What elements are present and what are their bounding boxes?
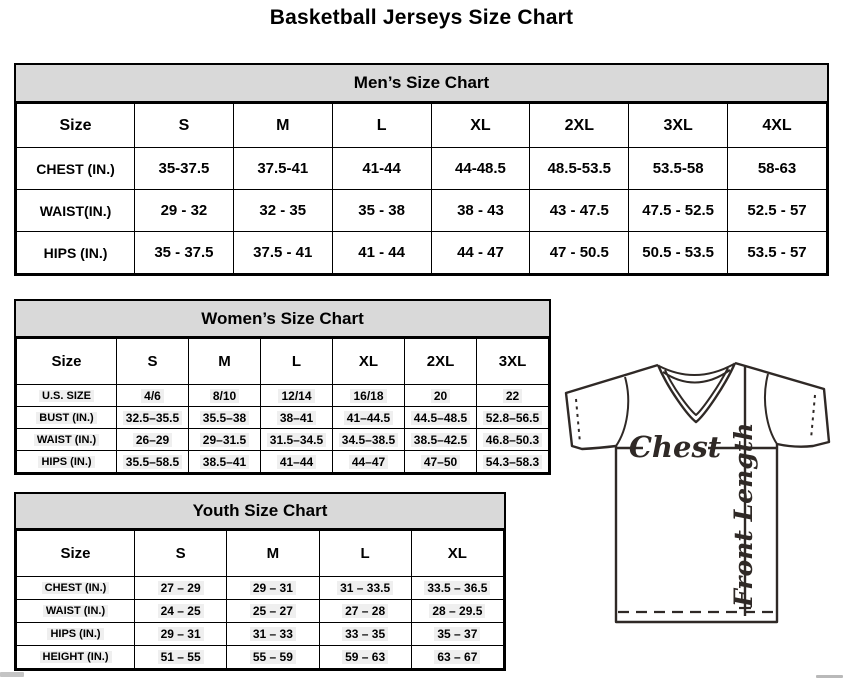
row-label-text: CHEST (IN.) bbox=[36, 160, 115, 177]
cell-value: 38 - 43 bbox=[457, 202, 504, 219]
table-cell bbox=[319, 600, 411, 623]
cell-value: 38.5–42.5 bbox=[411, 433, 470, 447]
mens-size-chart bbox=[14, 63, 829, 276]
row-label-text: HIPS (IN.) bbox=[43, 244, 108, 261]
table-cell bbox=[319, 577, 411, 600]
table-cell bbox=[411, 623, 503, 646]
table-cell bbox=[431, 190, 530, 232]
table-cell bbox=[227, 577, 319, 600]
table-row bbox=[17, 385, 549, 407]
table-cell bbox=[117, 451, 189, 473]
table-cell bbox=[135, 148, 234, 190]
cell-value: 29–31.5 bbox=[200, 433, 249, 447]
cell-value: 31.5–34.5 bbox=[267, 433, 326, 447]
cell-value: 32.5–35.5 bbox=[123, 411, 182, 425]
table-cell bbox=[431, 232, 530, 274]
table-cell bbox=[411, 646, 503, 669]
column-header-label: L bbox=[291, 353, 302, 370]
table-cell bbox=[233, 190, 332, 232]
cell-value: 35 - 37.5 bbox=[154, 244, 214, 261]
table-row bbox=[17, 646, 504, 669]
womens-chart-header: Women’s Size Chart bbox=[16, 301, 549, 338]
cell-value: 47 - 50.5 bbox=[549, 244, 609, 261]
table-cell bbox=[333, 407, 405, 429]
column-header bbox=[17, 339, 117, 385]
table-cell bbox=[530, 190, 629, 232]
cell-value: 41–44 bbox=[277, 455, 316, 469]
table-cell bbox=[189, 407, 261, 429]
column-header bbox=[477, 339, 549, 385]
table-cell bbox=[411, 600, 503, 623]
table-cell bbox=[728, 148, 827, 190]
table-cell bbox=[629, 232, 728, 274]
cell-value: 29 - 32 bbox=[160, 202, 208, 219]
jersey-right-armhole-seam bbox=[765, 374, 777, 444]
cell-value: 50.5 - 53.5 bbox=[642, 244, 714, 261]
chest-label: Chest bbox=[628, 430, 722, 464]
cell-value: 34.5–38.5 bbox=[339, 433, 398, 447]
cell-value: 52.5 - 57 bbox=[747, 202, 807, 219]
cell-value: 24 – 25 bbox=[158, 604, 204, 618]
column-header bbox=[629, 104, 728, 148]
table-cell bbox=[189, 385, 261, 407]
cell-value: 63 – 67 bbox=[434, 650, 480, 664]
cell-value: 27 – 28 bbox=[342, 604, 388, 618]
table-cell bbox=[261, 451, 333, 473]
table-cell bbox=[477, 407, 549, 429]
row-label bbox=[17, 429, 117, 451]
column-header-label: 3XL bbox=[498, 353, 527, 370]
table-cell bbox=[261, 385, 333, 407]
table-row bbox=[17, 190, 827, 232]
table-cell bbox=[728, 190, 827, 232]
cell-value: 33.5 – 36.5 bbox=[424, 581, 490, 595]
cell-value: 53.5-58 bbox=[652, 160, 704, 177]
youth-size-chart bbox=[14, 492, 506, 671]
cell-value: 54.3–58.3 bbox=[483, 455, 542, 469]
cell-value: 4/6 bbox=[141, 389, 164, 403]
table-row bbox=[17, 148, 827, 190]
table-cell bbox=[189, 429, 261, 451]
cell-value: 31 – 33.5 bbox=[337, 581, 393, 595]
table-row bbox=[17, 232, 827, 274]
table-cell bbox=[477, 451, 549, 473]
cell-value: 38.5–41 bbox=[200, 455, 249, 469]
column-header-label: XL bbox=[358, 353, 379, 370]
table-cell bbox=[411, 577, 503, 600]
table-cell bbox=[227, 623, 319, 646]
cell-value: 16/18 bbox=[350, 389, 386, 403]
table-cell bbox=[135, 600, 227, 623]
womens-size-chart bbox=[14, 299, 551, 475]
column-header bbox=[332, 104, 431, 148]
cell-value: 27 – 29 bbox=[158, 581, 204, 595]
cell-value: 58-63 bbox=[757, 160, 797, 177]
table-row bbox=[17, 451, 549, 473]
row-label bbox=[17, 577, 135, 600]
cell-value: 35 – 37 bbox=[434, 627, 480, 641]
mens-size-table bbox=[16, 103, 827, 274]
jersey-left-cuff-dashed-line bbox=[576, 399, 580, 443]
row-label-text: WAIST (IN.) bbox=[34, 434, 99, 446]
column-header-label: 2XL bbox=[426, 353, 455, 370]
cell-value: 37.5 - 41 bbox=[253, 244, 313, 261]
table-cell bbox=[333, 385, 405, 407]
table-cell bbox=[405, 429, 477, 451]
column-header-label: XL bbox=[447, 545, 467, 562]
jersey-left-armhole-seam bbox=[616, 377, 628, 446]
mens-chart-header: Men’s Size Chart bbox=[16, 65, 827, 103]
table-cell bbox=[189, 451, 261, 473]
column-header-label: S bbox=[175, 545, 186, 562]
table-cell bbox=[728, 232, 827, 274]
cell-value: 44–47 bbox=[349, 455, 388, 469]
row-label bbox=[17, 600, 135, 623]
table-row bbox=[17, 623, 504, 646]
column-header bbox=[17, 104, 135, 148]
table-row bbox=[17, 407, 549, 429]
column-header bbox=[135, 104, 234, 148]
column-header-label: L bbox=[360, 545, 370, 562]
table-cell bbox=[477, 429, 549, 451]
cell-value: 31 – 33 bbox=[250, 627, 296, 641]
cell-value: 48.5-53.5 bbox=[547, 160, 611, 177]
table-cell bbox=[135, 646, 227, 669]
youth-size-table bbox=[16, 530, 504, 669]
cell-value: 52.8–56.5 bbox=[483, 411, 542, 425]
table-row bbox=[17, 600, 504, 623]
cell-value: 35.5–58.5 bbox=[123, 455, 182, 469]
table-cell bbox=[333, 451, 405, 473]
table-cell bbox=[233, 232, 332, 274]
row-label bbox=[17, 407, 117, 429]
row-label-text: WAIST(IN.) bbox=[39, 202, 112, 219]
column-header bbox=[117, 339, 189, 385]
cell-value: 59 – 63 bbox=[342, 650, 388, 664]
cell-value: 35.5–38 bbox=[200, 411, 249, 425]
row-label bbox=[17, 451, 117, 473]
cell-value: 53.5 - 57 bbox=[747, 244, 807, 261]
column-header bbox=[233, 104, 332, 148]
jersey-back-neck-arc-outer bbox=[659, 364, 734, 375]
cell-value: 29 – 31 bbox=[158, 627, 204, 641]
cell-value: 44 - 47 bbox=[457, 244, 504, 261]
cell-value: 20 bbox=[431, 389, 450, 403]
row-label-text: WAIST (IN.) bbox=[43, 605, 108, 617]
page-title: Basketball Jerseys Size Chart bbox=[269, 6, 574, 29]
row-label-text: CHEST (IN.) bbox=[42, 582, 110, 594]
table-cell bbox=[477, 385, 549, 407]
cell-value: 29 – 31 bbox=[250, 581, 296, 595]
column-header bbox=[411, 531, 503, 577]
row-label-text: U.S. SIZE bbox=[39, 390, 94, 402]
row-label bbox=[17, 623, 135, 646]
cell-value: 32 - 35 bbox=[259, 202, 307, 219]
table-cell bbox=[227, 600, 319, 623]
column-header bbox=[319, 531, 411, 577]
cell-value: 12/14 bbox=[278, 389, 314, 403]
row-label-text: BUST (IN.) bbox=[36, 412, 96, 424]
table-cell bbox=[135, 232, 234, 274]
row-label-text: HIPS (IN.) bbox=[38, 456, 94, 468]
table-cell bbox=[227, 646, 319, 669]
jersey-measurement-diagram bbox=[556, 358, 843, 628]
cell-value: 8/10 bbox=[210, 389, 239, 403]
column-header-label: M bbox=[266, 545, 280, 562]
table-cell bbox=[233, 148, 332, 190]
column-header-label: XL bbox=[470, 116, 491, 134]
table-cell bbox=[261, 429, 333, 451]
column-header-label: Size bbox=[51, 353, 82, 370]
row-label-text: HEIGHT (IN.) bbox=[40, 651, 112, 663]
table-cell bbox=[117, 407, 189, 429]
table-cell bbox=[629, 190, 728, 232]
cell-value: 33 – 35 bbox=[342, 627, 388, 641]
cell-value: 44.5–48.5 bbox=[411, 411, 470, 425]
column-header bbox=[189, 339, 261, 385]
column-header-row bbox=[17, 104, 827, 148]
jersey-vneck-outer bbox=[658, 363, 735, 422]
table-cell bbox=[332, 190, 431, 232]
cell-value: 37.5-41 bbox=[257, 160, 309, 177]
row-label bbox=[17, 646, 135, 669]
table-cell bbox=[530, 148, 629, 190]
column-header bbox=[261, 339, 333, 385]
table-row bbox=[17, 577, 504, 600]
cell-value: 25 – 27 bbox=[250, 604, 296, 618]
row-label bbox=[17, 190, 135, 232]
cell-value: 35 - 38 bbox=[358, 202, 405, 219]
cell-value: 35-37.5 bbox=[158, 160, 210, 177]
column-header-row bbox=[17, 531, 504, 577]
table-cell bbox=[135, 623, 227, 646]
cell-value: 41 - 44 bbox=[358, 244, 405, 261]
table-cell bbox=[319, 646, 411, 669]
row-label-text: HIPS (IN.) bbox=[47, 628, 103, 640]
column-header-label: M bbox=[218, 353, 231, 370]
horizontal-scrollbar-thumb-left[interactable] bbox=[0, 672, 24, 677]
cell-value: 22 bbox=[503, 389, 522, 403]
youth-chart-header: Youth Size Chart bbox=[16, 494, 504, 530]
cell-value: 44-48.5 bbox=[455, 160, 506, 177]
table-cell bbox=[117, 385, 189, 407]
table-row bbox=[17, 429, 549, 451]
table-cell bbox=[405, 385, 477, 407]
table-cell bbox=[332, 148, 431, 190]
table-cell bbox=[333, 429, 405, 451]
table-cell bbox=[117, 429, 189, 451]
column-header bbox=[431, 104, 530, 148]
column-header-label: 2XL bbox=[564, 116, 594, 134]
column-header bbox=[135, 531, 227, 577]
table-cell bbox=[405, 451, 477, 473]
column-header-label: S bbox=[178, 116, 190, 134]
table-cell bbox=[431, 148, 530, 190]
column-header-label: 3XL bbox=[663, 116, 693, 134]
cell-value: 41–44.5 bbox=[344, 411, 393, 425]
column-header-label: Size bbox=[60, 545, 91, 562]
row-label bbox=[17, 232, 135, 274]
row-label bbox=[17, 385, 117, 407]
column-header bbox=[227, 531, 319, 577]
cell-value: 55 – 59 bbox=[250, 650, 296, 664]
womens-size-table bbox=[16, 338, 549, 473]
column-header-label: Size bbox=[59, 116, 92, 134]
column-header bbox=[728, 104, 827, 148]
column-header-row bbox=[17, 339, 549, 385]
table-cell bbox=[135, 190, 234, 232]
table-cell bbox=[629, 148, 728, 190]
column-header-label: S bbox=[147, 353, 158, 370]
front-length-label: Front Length bbox=[729, 422, 758, 607]
table-cell bbox=[332, 232, 431, 274]
column-header bbox=[17, 531, 135, 577]
table-cell bbox=[135, 577, 227, 600]
cell-value: 51 – 55 bbox=[158, 650, 204, 664]
column-header-label: L bbox=[376, 116, 387, 134]
cell-value: 41-44 bbox=[362, 160, 401, 177]
column-header bbox=[530, 104, 629, 148]
column-header-label: M bbox=[276, 116, 290, 134]
cell-value: 47–50 bbox=[421, 455, 460, 469]
column-header-label: 4XL bbox=[762, 116, 792, 134]
row-label bbox=[17, 148, 135, 190]
cell-value: 38–41 bbox=[277, 411, 316, 425]
jersey-right-cuff-dashed-line bbox=[811, 395, 815, 439]
cell-value: 26–29 bbox=[133, 433, 172, 447]
cell-value: 46.8–50.3 bbox=[483, 433, 542, 447]
cell-value: 47.5 - 52.5 bbox=[642, 202, 714, 219]
table-cell bbox=[405, 407, 477, 429]
cell-value: 28 – 29.5 bbox=[429, 604, 485, 618]
cell-value: 43 - 47.5 bbox=[549, 202, 609, 219]
table-cell bbox=[530, 232, 629, 274]
column-header bbox=[405, 339, 477, 385]
table-cell bbox=[261, 407, 333, 429]
column-header bbox=[333, 339, 405, 385]
horizontal-scrollbar-thumb-right[interactable] bbox=[816, 675, 843, 678]
table-cell bbox=[319, 623, 411, 646]
